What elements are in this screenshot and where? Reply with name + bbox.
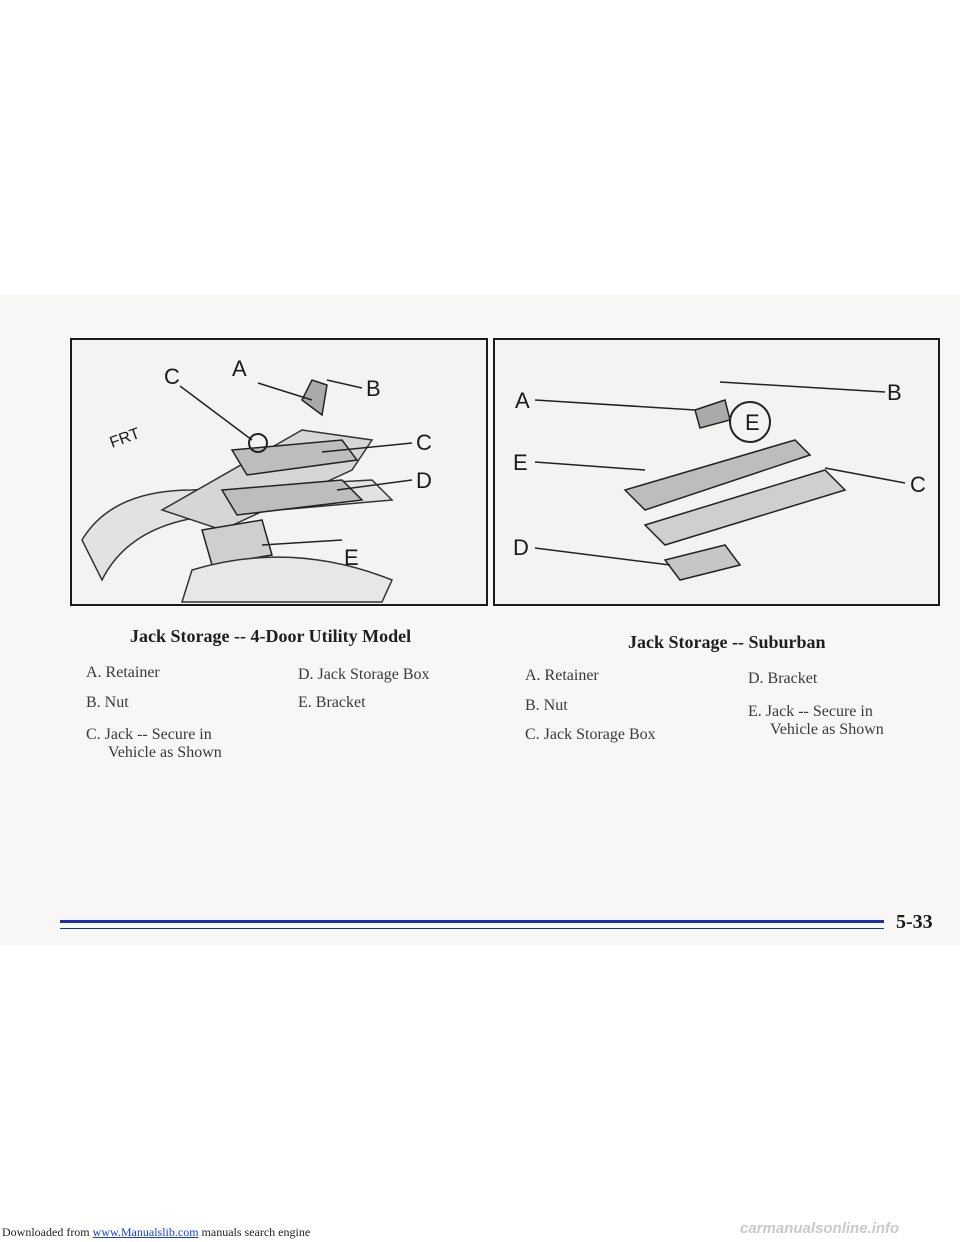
utility-jack-drawing xyxy=(72,340,486,604)
figure-caption-suburban: Jack Storage -- Suburban xyxy=(628,632,826,652)
legend-item-retainer: A. Retainer xyxy=(525,667,599,684)
callout-a: A xyxy=(232,356,247,381)
footer-suffix: manuals search engine xyxy=(201,1225,311,1239)
page-number: 5-33 xyxy=(896,911,933,933)
watermark: carmanualsonline.info xyxy=(740,1220,900,1237)
callout-d: D xyxy=(416,468,432,493)
legend-item-bracket: E. Bracket xyxy=(298,694,366,711)
callout-d: D xyxy=(513,535,529,560)
callout-frt: FRT xyxy=(107,425,143,452)
legend-item-jack xyxy=(86,726,222,762)
figure-caption-utility: Jack Storage -- 4-Door Utility Model xyxy=(130,626,412,646)
legend-item-retainer: A. Retainer xyxy=(86,664,160,681)
legend-item-nut: B. Nut xyxy=(86,694,129,711)
legend-item-jack-line2: Vehicle as Shown xyxy=(108,744,222,761)
footer-rule xyxy=(60,920,884,923)
footer-rule-thin xyxy=(60,928,884,929)
callout-e-circle: E xyxy=(745,410,760,435)
legend-item-jack-line1: E. Jack -- Secure in xyxy=(748,703,873,720)
callout-b: B xyxy=(366,376,381,401)
callout-c: C xyxy=(910,472,926,497)
callout-c-right: C xyxy=(416,430,432,455)
callout-c-left: C xyxy=(164,364,180,389)
legend-item-jack-storage-box: C. Jack Storage Box xyxy=(525,726,656,743)
callout-e-left: E xyxy=(513,450,528,475)
legend-item-jack-line2: Vehicle as Shown xyxy=(770,721,884,738)
legend-item-jack xyxy=(748,703,884,739)
jack-storage-utility-illustration xyxy=(70,338,488,606)
callout-a: A xyxy=(515,388,530,413)
suburban-jack-drawing xyxy=(495,340,938,604)
jack-storage-suburban-illustration xyxy=(493,338,940,606)
legend-item-jack-line1: C. Jack -- Secure in xyxy=(86,726,212,743)
callout-e: E xyxy=(344,545,359,570)
legend-item-bracket: D. Bracket xyxy=(748,670,818,687)
callout-b: B xyxy=(887,380,902,405)
footer-prefix: Downloaded from xyxy=(2,1225,90,1239)
manualslib-link[interactable]: www.Manualslib.com xyxy=(92,1225,199,1239)
download-footer xyxy=(2,1225,310,1240)
legend-item-jack-storage-box: D. Jack Storage Box xyxy=(298,666,430,683)
legend-item-nut: B. Nut xyxy=(525,697,568,714)
